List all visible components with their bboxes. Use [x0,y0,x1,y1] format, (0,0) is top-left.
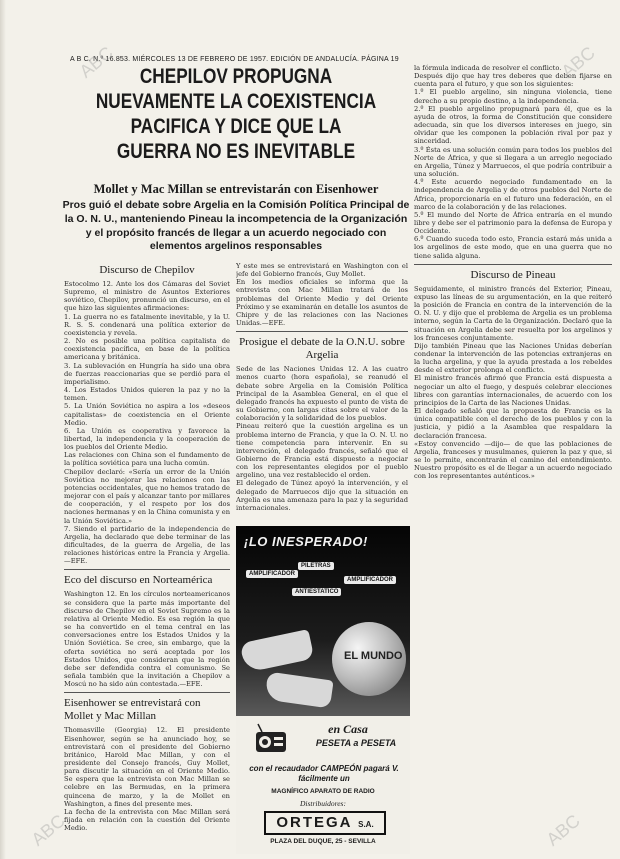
radio-advertisement [236,526,410,854]
watermark: ABC [557,42,599,82]
article-pineau: Seguidamente, el ministro francés del Exterior, Pineau, expuso las líneas de su argumentación, en la que reiteró la posición de Francia en contra de la intervención de la O. N. U. y dijo que el problema de Argelia es un problema interno, según la Carta de la Organización. Declaró que la situación en Argelia debe ser resuelta por los argelinos y los franceses conjuntamente. Dijo también Pineau que las Naciones Unidas deberían condenar la intervención de las potencias extranjeras en la lucha argelina, y que la ayuda prestada a los rebeldes desde el exterior prolonga el conflicto. El ministro francés afirmó que Francia está dispuesta a negociar un alto el fuego, y después celebrar elecciones libres con garantías internacionales, de acuerdo con los principios de la Carta de las Naciones Unidas. El delegado señaló que la propuesta de Francia es la única compatible con el derecho de los pueblos y con la justicia, y pidió a la Asamblea que respaldara la declaración francesa. «Estoy convencido —dijo— de que las poblaciones de Argelia, franceses y musulmanes, quieren la paz y que, si se lo permite, encontrarán el camino del entendimiento. Nuestro propósito es el de llegar a un acuerdo negociado con los representantes auténticos.» [414,284,612,481]
section-title-eco: Eco del discurso en Norteamérica [64,574,213,587]
summary-deck: Pros guió el debate sobre Argelia en la Comisión Política Principal de la O. N. U., manteniendo Pineau la incompetencia de la Organización y el propósito francés de llegar a un acuerdo negociado con elementos argelinos responsables [62,199,410,253]
radio-icon [254,722,288,756]
divider [414,264,612,265]
ad-line-radio: MAGNÍFICO APARATO DE RADIO [271,788,375,795]
brand-name: ORTEGA [276,814,352,831]
ad-tag: AMPLIFICADOR [344,576,396,584]
subheadline: Mollet y Mac Millan se entrevistarán con Eisenhower [93,182,379,196]
watermark: ABC [27,810,69,850]
column-left [64,262,230,852]
ad-slogan: ¡LO INESPERADO! [244,534,368,549]
ad-address: PLAZA DEL DUQUE, 25 - SEVILLA [270,838,376,845]
section-title-pineau: Discurso de Pineau [470,268,556,281]
divider [64,692,230,693]
brand-suffix: S.A. [358,820,374,829]
main-headline: CHEPILOV PROPUGNA NUEVAMENTE LA COEXISTENCIA PACIFICA Y DICE QUE LA GUERRA NO ES INEVITABLE [95,65,377,163]
ad-line-en-casa: en Casa [328,722,368,736]
watermark: ABC [75,42,117,82]
section-title-eisenhower: Eisenhower se entrevistará con Mollet y Mac Millan [64,697,201,723]
column-right [414,64,612,854]
article-onu: Sede de las Naciones Unidas 12. A las cuatro menos cuarto (hora española), se reanudó el debate sobre Argelia en la Comisión Política Principal de la Asamblea General, en el que el delegado francés ha expuesto el punto de vista de su Gobierno, con largas citas sobre el valor de la colaboración y la solidaridad de los pueblos. Pineau reiteró que la cuestión argelina es un problema interno de Francia, y que la O. N. U. no tiene competencia para intervenir. En su intervención, el delegado francés, señaló que el Gobierno de Francia está dispuesto a negociar con los representantes elegidos por el pueblo argelino, una vez restablecido el orden. El delegado de Túnez apoyó la intervención, y el delegado de Marruecos dijo que la situación en Argelia es una amenaza para la paz y la seguridad internacionales. [236,365,408,512]
column-middle [236,262,408,522]
article-eco: Washington 12. En los círculos norteamericanos se considera que la parte más importante del discurso de Chepilov en el Soviet Supremo es la relativa al Oriente Medio. Es esa región la que se ha convertido en el tema central en las conversaciones entre los Estados Unidos y la Unión Soviética. Se cree, sin embargo, que la oferta soviética no será aceptada por los Estados Unidos, que consideran que la región debe ser defendida contra el comunismo. Se señala también que la invitación a Chepilov a Moscú no ha sido aún contestada.—EFE. [64,590,230,689]
ad-line-distribuidores: Distribuidores: [300,799,346,808]
ad-tag: PILETRAS [298,562,334,570]
page-edge-shadow [0,0,6,859]
article-argelia-points: la fórmula indicada de resolver el conflicto. Después dijo que hay tres deberes que deben fijarse en cuenta para el futuro, y que son los siguientes: 1.º El pueblo argelino, sin ninguna violencia, tiene derecho a su propio destino, a la independencia. 2.º El pueblo argelino propugnará para él, que es la ayuda de otros, la forma de Constitución que considere adecuada, sin que los diversos intereses en juego, sin olvidar que les componen la población rival por paz y sinceridad. 3.º Ésta es una solución común para todos los pueblos del Norte de África, y que si llegara a un arreglo negociado en Argelia, Túnez y Marruecos, el que podría contribuir a una solución. 4.º Este acuerdo negociado fundamentado en la independencia de Argelia y de otros pueblos del Norte de África, proporcionaría en el futuro una federación, en el marco de la colaboración y de las relaciones. 5.º El mundo del Norte de África entraría en el mundo libre y debe ser el patrimonio para la defensa de Europa y Occidente. 6.º Cuando suceda todo esto, Francia estará más unida a los argelinos de este modo, que en una guerra que no tiene salida alguna. [414,64,612,260]
ad-brand-ortega [264,811,386,835]
globe-label: EL MUNDO [344,650,403,662]
ad-line-recaudador: con el recaudador CAMPEÓN pagará V. fácilmente un [249,764,399,783]
article-chepilov: Estocolmo 12. Ante los dos Cámaras del Soviet Supremo, el ministro de Asuntos Exteriores soviético, Chepilov, pronunció un discurso, en el que hizo las siguientes afirmaciones: 1. La guerra no es fatalmente inevitable, y la U. R. S. S. condenará una política exterior de coexistencia y revela. 2. No es posible una política capitalista de coexistencia pacífica, en base de la política americana y británica. 3. La sublevación en Hungría ha sido una obra de fuerzas reaccionarias que se perdió para el imperialismo. 4. Los Estados Unidos quieren la paz y no la temen. 5. La Unión Soviética no aspira a los «deseos capitalistas» de coexistencia en el Oriente Medio. 6. La Unión es cooperativa y favorece la libertad, la independencia y la cooperación de los pueblos del Oriente Medio. Las relaciones con China son el fundamento de la política soviética para una lucha común. Chepilov declaró: «Sería un error de la Unión Soviética no mejorar las relaciones con las potencias occidentales, que no hemos tratado de mejorar con el país y alcanzar tanto por millares de cooperación, y el respeto por los dos naciones hermanas y en la China comunista y en la Unión Soviética.» 7. Siendo el partidario de la independencia de Argelia, ha declarado que debe terminar de las dificultades, de la guerra de Argelia, de las relaciones históricas entre la Francia y Argelia.—EFE. [64,280,230,566]
section-title-onu: Prosigue el debate de la O.N.U. sobre Argelia [239,336,405,362]
divider [64,569,230,570]
page-header: A B C. N.º 16.853. MIÉRCOLES 13 DE FEBRERO DE 1957. EDICIÓN DE ANDALUCÍA. PÁGINA 19 [70,56,399,63]
watermark: ABC [542,810,584,850]
article-eisenhower: Thomasville (Georgia) 12. El presidente Eisenhower, según se ha anunciado hoy, se entrevistará con el presidente del Gobierno británico, Harold Mac Millan, y con el presidente del Consejo francés, Guy Mollet, para discutir la situación en el Oriente Medio. Se espera que la entrevista con Mac Millan se celebre en las Bermudas, en la primera quincena de marzo, y la de Mollet en Washington, a fines del presente mes. La fecha de la entrevista con Mac Millan será fijada en relación con la cuestión del Oriente Medio. [64,726,230,833]
divider [236,331,408,332]
globe-illustration [332,622,406,696]
ad-line-peseta: PESETA a PESETA [315,738,397,748]
ad-tag: ANTIESTATICO [292,588,341,596]
section-title-chepilov: Discurso de Chepilov [99,264,195,276]
article-continuation: Y este mes se entrevistará en Washington con el jefe del Gobierno francés, Guy Mollet. En los medios oficiales se informa que la entrevista con Mac Millan tratará de los problemas del Oriente Medio y del Oriente Próximo y se examinarán en detalle los asuntos de Chipre y de las relaciones con las Naciones Unidas.—EFE. [236,262,408,328]
ad-tag: AMPLIFICADOR [246,570,298,578]
